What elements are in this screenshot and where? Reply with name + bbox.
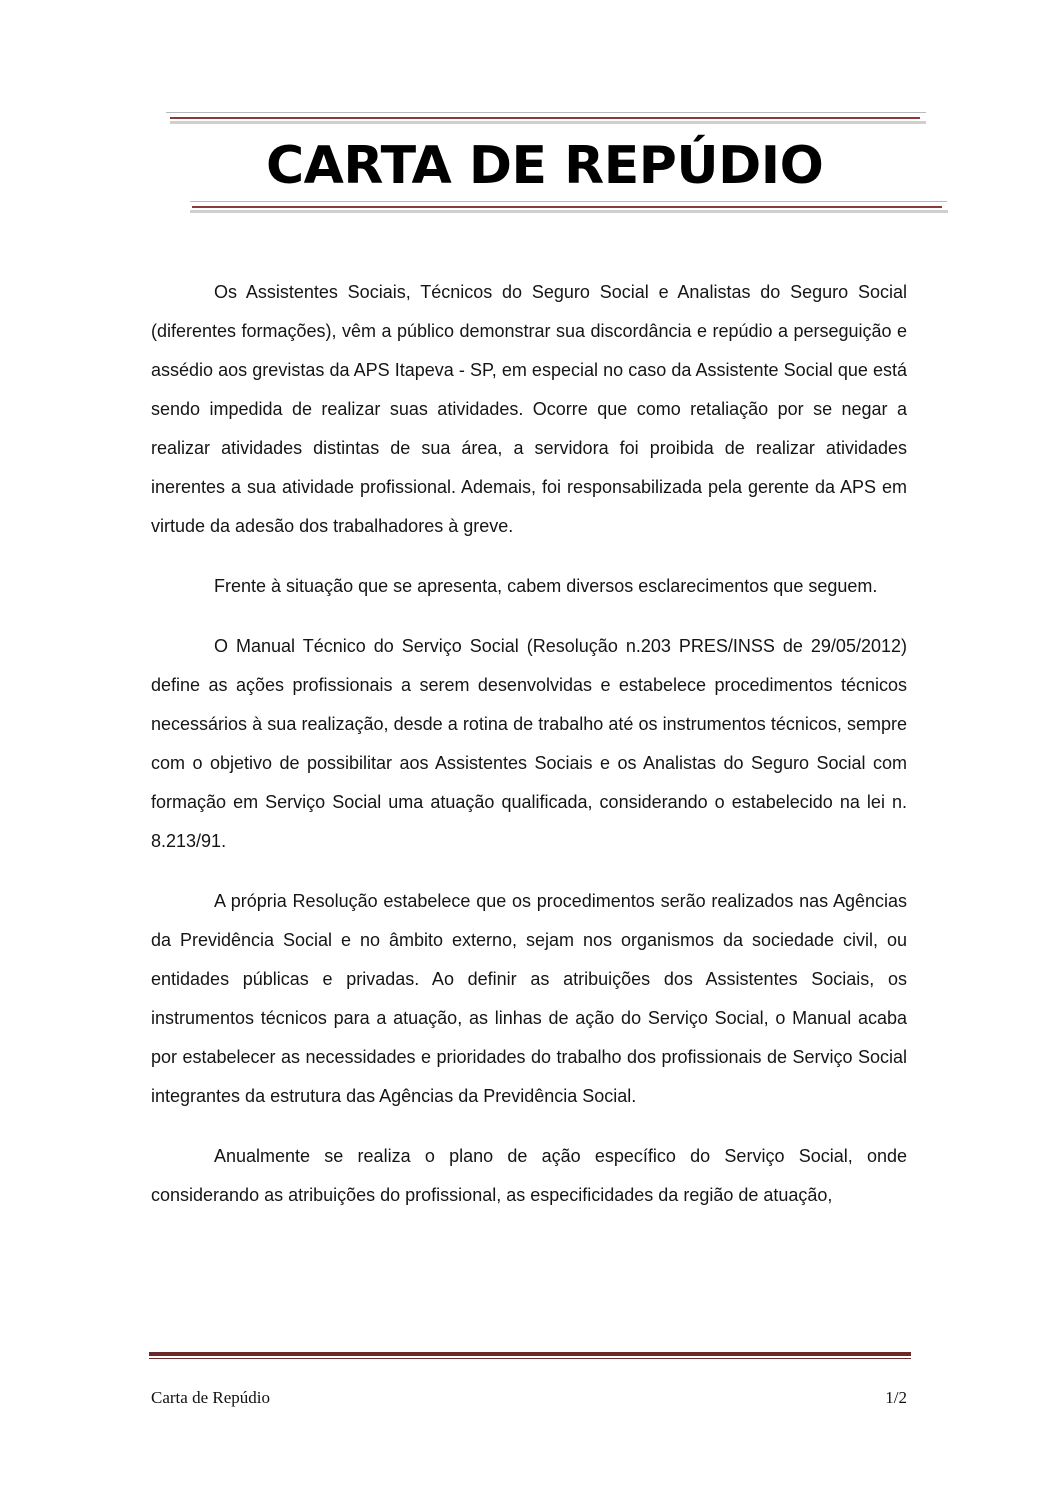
title-bottom-rule-outer	[190, 201, 947, 202]
title-top-rule-shadow	[170, 121, 926, 124]
paragraph: Os Assistentes Sociais, Técnicos do Seguro Social e Analistas do Seguro Social (diferentes formações), vêm a público demonstrar sua discordância e repúdio a perseguição e assédio aos grevistas da APS Itapeva - SP, em especial no caso da Assistente Social que está sendo impedida de realizar suas atividades. Ocorre que como retaliação por se negar a realizar atividades distintas de sua área, a servidora foi proibida de realizar atividades inerentes a sua atividade profissional. Ademais, foi responsabilizada pela gerente da APS em virtude da adesão dos trabalhadores à greve.	[151, 282, 907, 536]
title-top-rule-accent	[170, 117, 920, 119]
footer-rule-thin	[149, 1358, 911, 1359]
footer-page-number: 1/2	[885, 1388, 907, 1407]
document-body	[151, 273, 907, 1236]
title-bottom-rule-accent	[192, 206, 942, 208]
title-bottom-rule-shadow	[190, 210, 948, 213]
footer-document-name: Carta de Repúdio	[151, 1388, 270, 1407]
paragraph: Frente à situação que se apresenta, cabem diversos esclarecimentos que seguem.	[214, 576, 878, 596]
title-top-rule-outer	[166, 112, 926, 113]
paragraph: Anualmente se realiza o plano de ação específico do Serviço Social, onde considerando as atribuições do profissional, as especificidades da região de atuação,	[151, 1146, 907, 1205]
footer-rule-thick	[149, 1352, 911, 1356]
document-title: CARTA DE REPÚDIO	[266, 136, 824, 196]
paragraph: O Manual Técnico do Serviço Social (Resolução n.203 PRES/INSS de 29/05/2012) define as ações profissionais a serem desenvolvidas e estabelece procedimentos técnicos necessários à sua realização, desde a rotina de trabalho até os instrumentos técnicos, sempre com o objetivo de possibilitar aos Assistentes Sociais e os Analistas do Seguro Social com formação em Serviço Social uma atuação qualificada, considerando o estabelecido na lei n. 8.213/91.	[151, 636, 907, 851]
paragraph: A própria Resolução estabelece que os procedimentos serão realizados nas Agências da Previdência Social e no âmbito externo, sejam nos organismos da sociedade civil, ou entidades públicas e privadas. Ao definir as atribuições dos Assistentes Sociais, os instrumentos técnicos para a atuação, as linhas de ação do Serviço Social, o Manual acaba por estabelecer as necessidades e prioridades do trabalho dos profissionais de Serviço Social integrantes da estrutura das Agências da Previdência Social.	[151, 891, 907, 1106]
